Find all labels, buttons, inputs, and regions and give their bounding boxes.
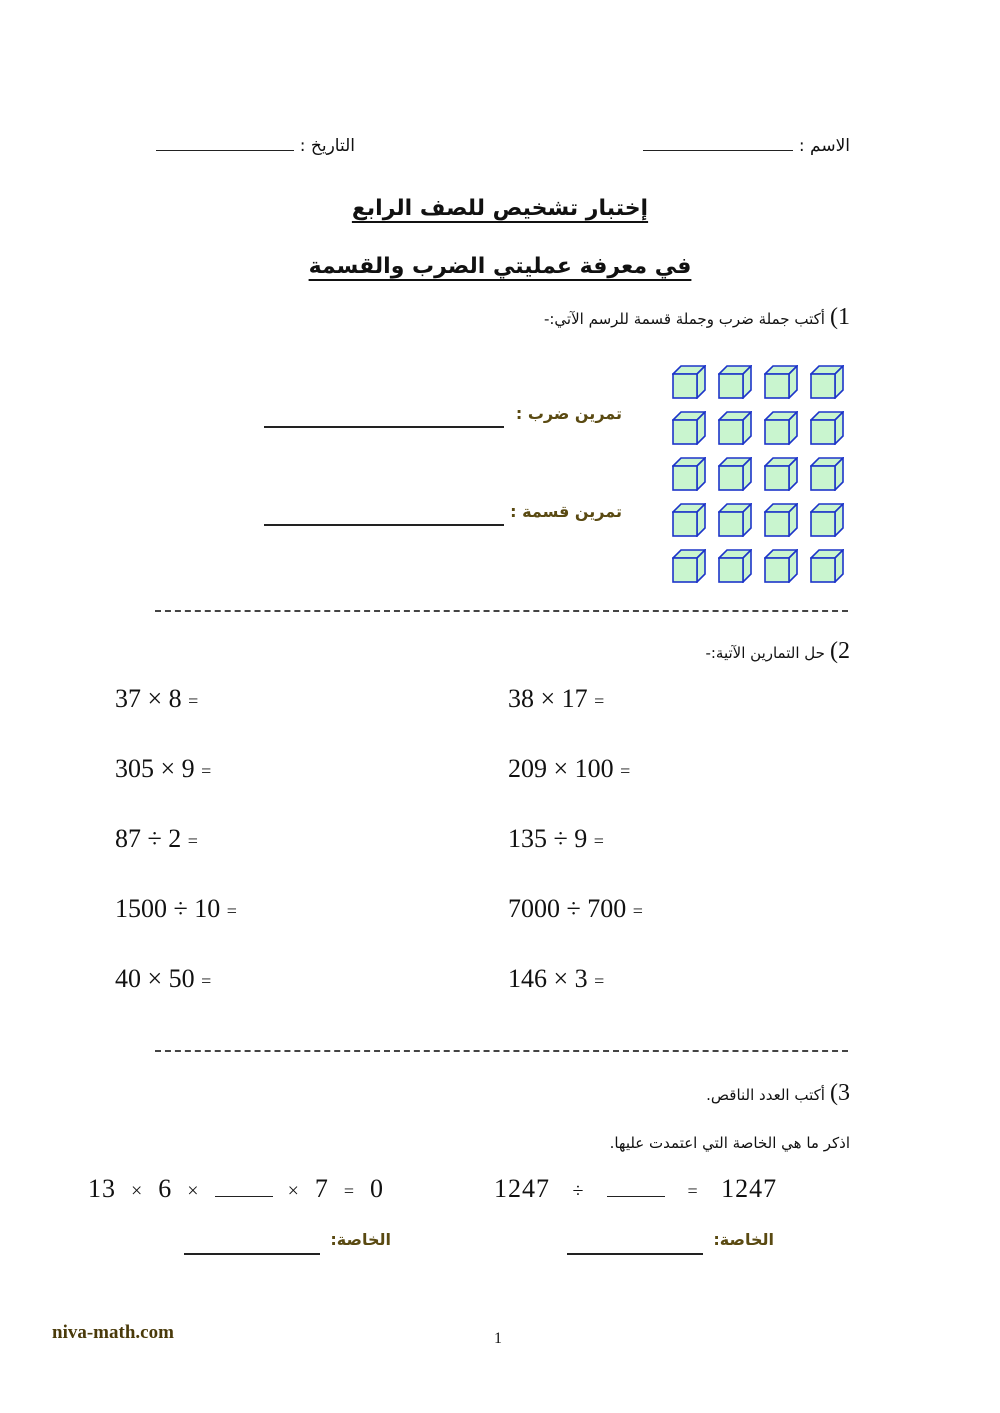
divide-label: تمرين قسمة : <box>510 502 622 521</box>
cube-icon <box>764 365 798 399</box>
question-3-subtext: اذكر ما هي الخاصة التي اعتمدت عليها. <box>609 1134 850 1152</box>
cube-icon <box>810 549 844 583</box>
question-1-text: أكتب جملة ضرب وجملة قسمة للرسم الآتي:- <box>543 310 825 328</box>
equals-sign: = <box>593 831 604 851</box>
exercise-item <box>115 824 198 854</box>
cube-icon <box>810 411 844 445</box>
cube-icon <box>718 503 752 537</box>
question-2-text: حل التمارين الآتية:- <box>705 644 825 662</box>
section-divider <box>155 1050 848 1052</box>
equals-sign: = <box>226 901 237 921</box>
exercise-item <box>508 894 643 924</box>
property-label-1: الخاصة: <box>713 1230 774 1249</box>
exercise-expression: 135 ÷ 9 <box>508 824 588 853</box>
page-title: إختبار تشخيص للصف الرابع <box>351 196 649 221</box>
equals-sign: = <box>188 691 199 711</box>
name-blank[interactable] <box>643 136 793 151</box>
eq2-b: 6 <box>158 1174 173 1203</box>
page-subtitle: في معرفة عمليتي الضرب والقسمة <box>308 254 692 279</box>
name-field[interactable] <box>550 136 850 156</box>
equals-sign: = <box>632 901 643 921</box>
date-blank[interactable] <box>156 136 294 151</box>
cube-icon <box>718 457 752 491</box>
eq1-blank[interactable] <box>607 1180 665 1197</box>
exercise-expression: 87 ÷ 2 <box>115 824 182 853</box>
cube-icon <box>810 503 844 537</box>
exercise-item <box>508 684 604 714</box>
eq1-operand: 1247 <box>494 1174 550 1203</box>
exercise-expression: 305 × 9 <box>115 754 195 783</box>
question-1-number: 1) <box>830 304 850 330</box>
cube-icon <box>718 365 752 399</box>
cube-icon <box>764 503 798 537</box>
date-label: التاريخ : <box>299 136 355 156</box>
page-number: 1 <box>494 1330 502 1347</box>
property-answer-line-2[interactable] <box>184 1253 320 1255</box>
exercise-item <box>115 964 211 994</box>
equals-sign: = <box>594 971 605 991</box>
equals-sign: = <box>201 971 212 991</box>
exercise-expression: 38 × 17 <box>508 684 588 713</box>
exercise-item <box>508 754 630 784</box>
question-1-heading <box>350 304 850 331</box>
property-label-2: الخاصة: <box>330 1230 391 1249</box>
missing-number-equation-2 <box>88 1174 384 1204</box>
exercise-item <box>508 824 604 854</box>
exercise-item <box>115 754 211 784</box>
eq2-op1: × <box>131 1180 144 1202</box>
exercise-expression: 209 × 100 <box>508 754 614 783</box>
multiply-answer-line[interactable] <box>264 426 504 428</box>
exercise-item <box>508 964 604 994</box>
cube-icon <box>764 411 798 445</box>
equals-sign: = <box>201 761 212 781</box>
footer-site: niva-math.com <box>52 1322 174 1343</box>
exercise-expression: 7000 ÷ 700 <box>508 894 627 923</box>
cube-grid <box>672 365 858 595</box>
eq1-result: 1247 <box>721 1174 778 1203</box>
question-3-number: 3) <box>830 1080 850 1106</box>
eq1-equals: = <box>687 1181 699 1201</box>
question-3-text: أكتب العدد الناقص. <box>706 1086 825 1104</box>
exercise-expression: 40 × 50 <box>115 964 195 993</box>
cube-icon <box>718 411 752 445</box>
cube-icon <box>672 365 706 399</box>
missing-number-equation-1 <box>494 1174 777 1204</box>
question-2-number: 2) <box>830 638 850 664</box>
cube-icon <box>672 411 706 445</box>
exercise-expression: 37 × 8 <box>115 684 182 713</box>
cube-icon <box>810 457 844 491</box>
exercise-item <box>115 894 237 924</box>
eq2-a: 13 <box>88 1174 116 1203</box>
eq1-operator: ÷ <box>572 1180 585 1202</box>
equals-sign: = <box>620 761 631 781</box>
exercise-expression: 1500 ÷ 10 <box>115 894 221 923</box>
eq2-op2: × <box>187 1180 200 1202</box>
exercise-expression: 146 × 3 <box>508 964 588 993</box>
eq2-blank[interactable] <box>215 1180 273 1197</box>
cube-icon <box>764 457 798 491</box>
cube-icon <box>718 549 752 583</box>
multiply-label: تمرين ضرب : <box>515 404 622 423</box>
eq2-op3: × <box>287 1180 300 1202</box>
eq2-c: 7 <box>314 1174 329 1203</box>
question-2-heading <box>350 638 850 665</box>
property-answer-line-1[interactable] <box>567 1253 703 1255</box>
cube-icon <box>810 365 844 399</box>
eq2-result: 0 <box>370 1174 384 1203</box>
equals-sign: = <box>594 691 605 711</box>
cube-icon <box>672 503 706 537</box>
name-label: الاسم : <box>798 136 850 156</box>
cube-icon <box>672 549 706 583</box>
cube-icon <box>672 457 706 491</box>
cube-icon <box>764 549 798 583</box>
eq2-equals: = <box>343 1181 355 1201</box>
divide-answer-line[interactable] <box>264 524 504 526</box>
exercise-item <box>115 684 198 714</box>
equals-sign: = <box>187 831 198 851</box>
section-divider <box>155 610 848 612</box>
date-field[interactable] <box>55 136 355 156</box>
question-3-heading <box>350 1080 850 1107</box>
